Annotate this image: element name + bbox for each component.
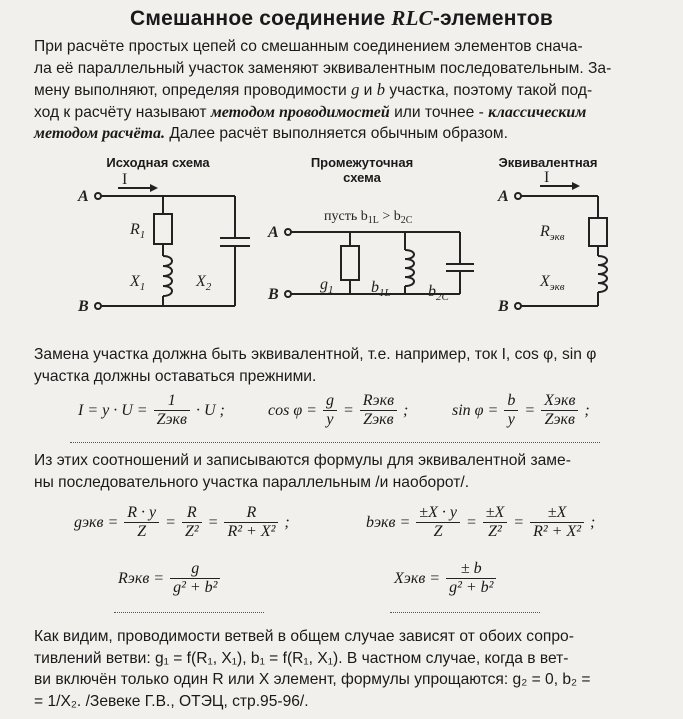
title-text: Смешанное соединение (129, 7, 392, 30)
diagram1-caption: Исходная схема (106, 155, 210, 170)
closing-line: Как видим, проводимости ветвей в общем случае зависят от обоих сопро- (34, 628, 574, 645)
g1-label: $g_1$ (320, 276, 334, 296)
text2-paragraph (34, 450, 674, 493)
condition-label: пусть $b_{1L} > b_{2C}$ (324, 209, 413, 226)
formula-cos: cos φ = $\frac{g}{y}$ = $\frac{\text{Rэкв}}{\text{Zэкв}}$ ; (268, 392, 409, 428)
node-a-label: A (498, 188, 509, 205)
page-title (0, 6, 683, 31)
circuit-diagrams (0, 168, 683, 328)
circuit-original (95, 188, 250, 309)
node-b-label: B (268, 286, 279, 303)
b2c-label: $b_{2C}$ (428, 283, 449, 303)
mid-line: Замена участка должна быть эквивалентной, т.е. например, ток I, cos φ, sin φ (34, 346, 597, 363)
current-label: I (544, 169, 550, 186)
formula-sin: sin φ = $\frac{b}{y}$ = $\frac{\text{Xэкв}}{\text{Zэкв}}$ ; (452, 392, 590, 428)
divider (114, 612, 264, 613)
divider (390, 612, 540, 613)
formula-current: I = y · U = $\frac{1}{\text{Zэкв}}$ · U ; (78, 392, 225, 428)
text2-line: Из этих соотношений и записываются формулы для эквивалентной заме- (34, 452, 571, 469)
x2-label: $X_2$ (196, 273, 212, 293)
intro-line: мену выполняют, определяя проводимости g и b участка, поэтому такой под- (34, 80, 593, 99)
closing-line: ви включён только один R или X элемент, формулы упрощаются: g₂ = 0, b₂ = (34, 671, 591, 688)
title-rlc: RLC (391, 6, 433, 30)
b1l-label: $b_{1L}$ (371, 279, 391, 299)
g-symbol: g (351, 80, 360, 99)
formula-r-equiv: Rэкв = $\frac{g}{\text{g² + b²}}$ (118, 560, 220, 597)
intro-line: методом расчёта. Далее расчёт выполняется обычным образом. (34, 125, 508, 142)
closing-line: тивлений ветви: g₁ = f(R₁, X₁), b₁ = f(R₁, X₁). В частном случае, когда в вет- (34, 649, 569, 667)
text2-line: ны последовательного участка параллельным /и наоборот/. (34, 473, 470, 491)
diagram3-caption: Эквивалентная (498, 155, 598, 170)
node-b-label: B (498, 298, 509, 315)
mid-line: участка должны оставаться прежними. (34, 367, 317, 385)
mid-paragraph (34, 344, 674, 387)
method-classic-cont: методом расчёта. (34, 125, 165, 142)
x1-label: $X_1$ (130, 273, 146, 293)
node-a-label: A (78, 188, 89, 205)
intro-line: При расчёте простых цепей со смешанным соединением элементов снача- (34, 38, 583, 55)
b-symbol: b (376, 80, 385, 99)
node-b-label: B (78, 298, 89, 315)
xeq-label: $X_{экв}$ (540, 273, 565, 293)
closing-paragraph (34, 626, 679, 712)
current-label: I (122, 171, 128, 188)
method-conductance: методом проводимостей (210, 103, 390, 121)
method-classic: классическим (488, 103, 587, 121)
closing-line: = 1/X₂. /Зевеке Г.В., ОТЭЦ, стр.95-96/. (34, 692, 309, 710)
diagram2-caption: Промежуточная схема (310, 155, 414, 185)
node-a-label: A (268, 224, 279, 241)
formula-b-equiv: bэкв = $\frac{\pm X \cdot y}{Z}$ = $\frac{\pm X}{\text{Z²}}$ = $\frac{\pm X}{\text{R² + X²}}$ ; (366, 504, 596, 540)
req-label: $R_{экв}$ (540, 223, 565, 243)
title-suffix: -элементов (432, 7, 553, 30)
divider (70, 442, 600, 443)
intro-line: ход к расчёту называют методом проводимостей или точнее - классическим (34, 103, 587, 121)
formula-g-equiv: gэкв = $\frac{R \cdot y}{Z}$ = $\frac{R}{\text{Z²}}$ = $\frac{R}{\text{R² + X²}}$ ; (74, 504, 290, 540)
formula-x-equiv: Xэкв = $\frac{\pm b}{\text{g² + b²}}$ (394, 560, 496, 597)
intro-paragraph (34, 36, 674, 145)
intro-line: ла её параллельный участок заменяют эквивалентным последовательным. За- (34, 59, 612, 77)
r1-label: $R_1$ (130, 221, 146, 241)
